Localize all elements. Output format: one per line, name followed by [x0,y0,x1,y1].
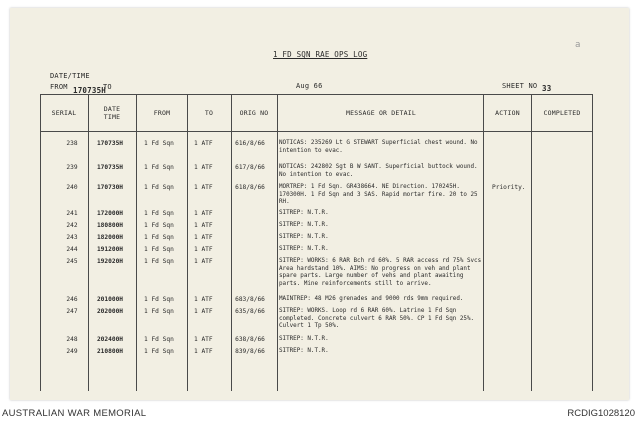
to-cell: 1 ATF [194,308,213,315]
from-cell: 1 Fd Sqn [144,210,174,217]
archive-id: RCDIG1028120 [567,408,635,419]
message-cell: SITREP: N.T.R. [279,234,329,240]
from-cell: 1 Fd Sqn [144,296,174,303]
col-header-date: DATE [103,105,121,113]
column-divider [277,95,278,391]
from-cell: 1 Fd Sqn [144,348,174,355]
datetime-cell: 170730H [96,184,124,191]
message-cell: SITREP: N.T.R. [279,246,329,252]
col-header-to: TO [204,109,214,117]
message-cell: SITREP: N.T.R. [279,336,329,342]
from-label: FROM [50,83,68,91]
message-cell: SITREP: N.T.R. [279,210,329,216]
to-cell: 1 ATF [194,258,213,265]
serial-cell: 240 [66,184,78,191]
from-value: 170735H [73,86,107,95]
serial-cell: 248 [66,336,78,343]
message-cell: SITREP: WORKS: 6 RAR Bch rd 60%. 5 RAR access rd 75% Svcs Area hardstand 10%. AIMS: No progress on veh and plant spare parts. Large number of vehs and plant awaiting parts. Mine reinforcements still to arrive. [279,258,482,287]
to-cell: 1 ATF [194,234,213,241]
table-border-left [40,95,41,391]
to-cell: 1 ATF [194,184,213,191]
datetime-cell: 201000H [96,296,124,303]
col-header-action: ACTION [495,109,520,117]
datetime-cell: 170735H [96,140,124,147]
orig-no-cell: 638/8/66 [235,336,265,343]
datetime-cell: 180800H [96,222,124,229]
col-header-message: MESSAGE OR DETAIL [346,109,416,117]
message-cell: NOTICAS: 235269 Lt G STEWART Superficial chest wound. No intention to evac. [279,140,478,154]
serial-cell: 241 [66,210,78,217]
from-cell: 1 Fd Sqn [144,234,174,241]
datetime-cell: 172000H [96,210,124,217]
message-cell: MORTREP: 1 Fd Sqn. GR438664. NE Direction. 170245H. 170300H. 1 Fd Sqn and 3 SAS. Rapid mortar fire. 20 to 25 RH. [279,184,478,206]
serial-cell: 244 [66,246,78,253]
column-divider [136,95,137,391]
to-label: TO [103,83,112,91]
from-cell: 1 Fd Sqn [144,222,174,229]
message-cell: SITREP: N.T.R. [279,348,329,354]
datetime-cell: 191200H [96,246,124,253]
log-title: 1 FD SQN RAE OPS LOG [273,50,368,59]
orig-no-cell: 616/8/66 [235,140,265,147]
orig-no-cell: 617/8/66 [235,164,265,171]
action-cell: Priority. [492,184,526,191]
table-border-right [592,95,593,391]
datetime-cell: 192020H [96,258,124,265]
from-cell: 1 Fd Sqn [144,336,174,343]
from-cell: 1 Fd Sqn [144,258,174,265]
orig-no-cell: 635/8/66 [235,308,265,315]
from-cell: 1 Fd Sqn [144,246,174,253]
datetime-cell: 202000H [96,308,124,315]
log-table [40,94,593,391]
margin-mark: a [575,40,581,50]
to-cell: 1 ATF [194,222,213,229]
to-cell: 1 ATF [194,210,213,217]
from-cell: 1 Fd Sqn [144,308,174,315]
message-cell: SITREP: WORKS. Loop rd 6 RAR 60%. Latrine 1 Fd Sqn completed. Concrete culvert 6 RAR 50%. CP 1 Fd Sqn 25%. Culvert 1 Tp 50%. [279,308,475,330]
datetime-cell: 182000H [96,234,124,241]
to-cell: 1 ATF [194,164,213,171]
message-cell: MAINTREP: 48 M26 grenades and 9000 rds 9mm required. [279,296,464,302]
sheet-label: SHEET NO [502,82,538,90]
col-header-time: TIME [103,113,121,121]
datetime-cell: 202400H [96,336,124,343]
orig-no-cell: 839/8/66 [235,348,265,355]
sheet-number: 33 [542,84,552,93]
serial-cell: 245 [66,258,78,265]
serial-cell: 239 [66,164,78,171]
orig-no-cell: 618/8/66 [235,184,265,191]
to-cell: 1 ATF [194,348,213,355]
datetime-cell: 170735H [96,164,124,171]
serial-cell: 247 [66,308,78,315]
from-cell: 1 Fd Sqn [144,164,174,171]
serial-cell: 242 [66,222,78,229]
to-cell: 1 ATF [194,140,213,147]
column-divider [187,95,188,391]
to-cell: 1 ATF [194,296,213,303]
to-cell: 1 ATF [194,336,213,343]
header-rule [40,131,593,132]
datetime-cell: 210800H [96,348,124,355]
col-header-serial: SERIAL [51,109,77,117]
serial-cell: 243 [66,234,78,241]
from-cell: 1 Fd Sqn [144,184,174,191]
column-divider [88,95,89,391]
serial-cell: 246 [66,296,78,303]
serial-cell: 249 [66,348,78,355]
message-cell: SITREP: N.T.R. [279,222,329,228]
archive-credit: AUSTRALIAN WAR MEMORIAL [2,408,147,419]
message-cell: NOTICAS: 242802 Sgt B W SANT. Superficial buttock wound. No intention to evac. [279,164,478,178]
orig-no-cell: 683/8/66 [235,296,265,303]
from-cell: 1 Fd Sqn [144,140,174,147]
serial-cell: 238 [66,140,78,147]
column-divider [531,95,532,391]
to-cell: 1 ATF [194,246,213,253]
col-header-completed: COMPLETED [543,109,581,117]
col-header-from: FROM [153,109,171,117]
month-label: Aug 66 [296,82,323,90]
col-header-orig-no: ORIG NO [239,109,269,117]
date-time-label: DATE/TIME [50,72,90,80]
